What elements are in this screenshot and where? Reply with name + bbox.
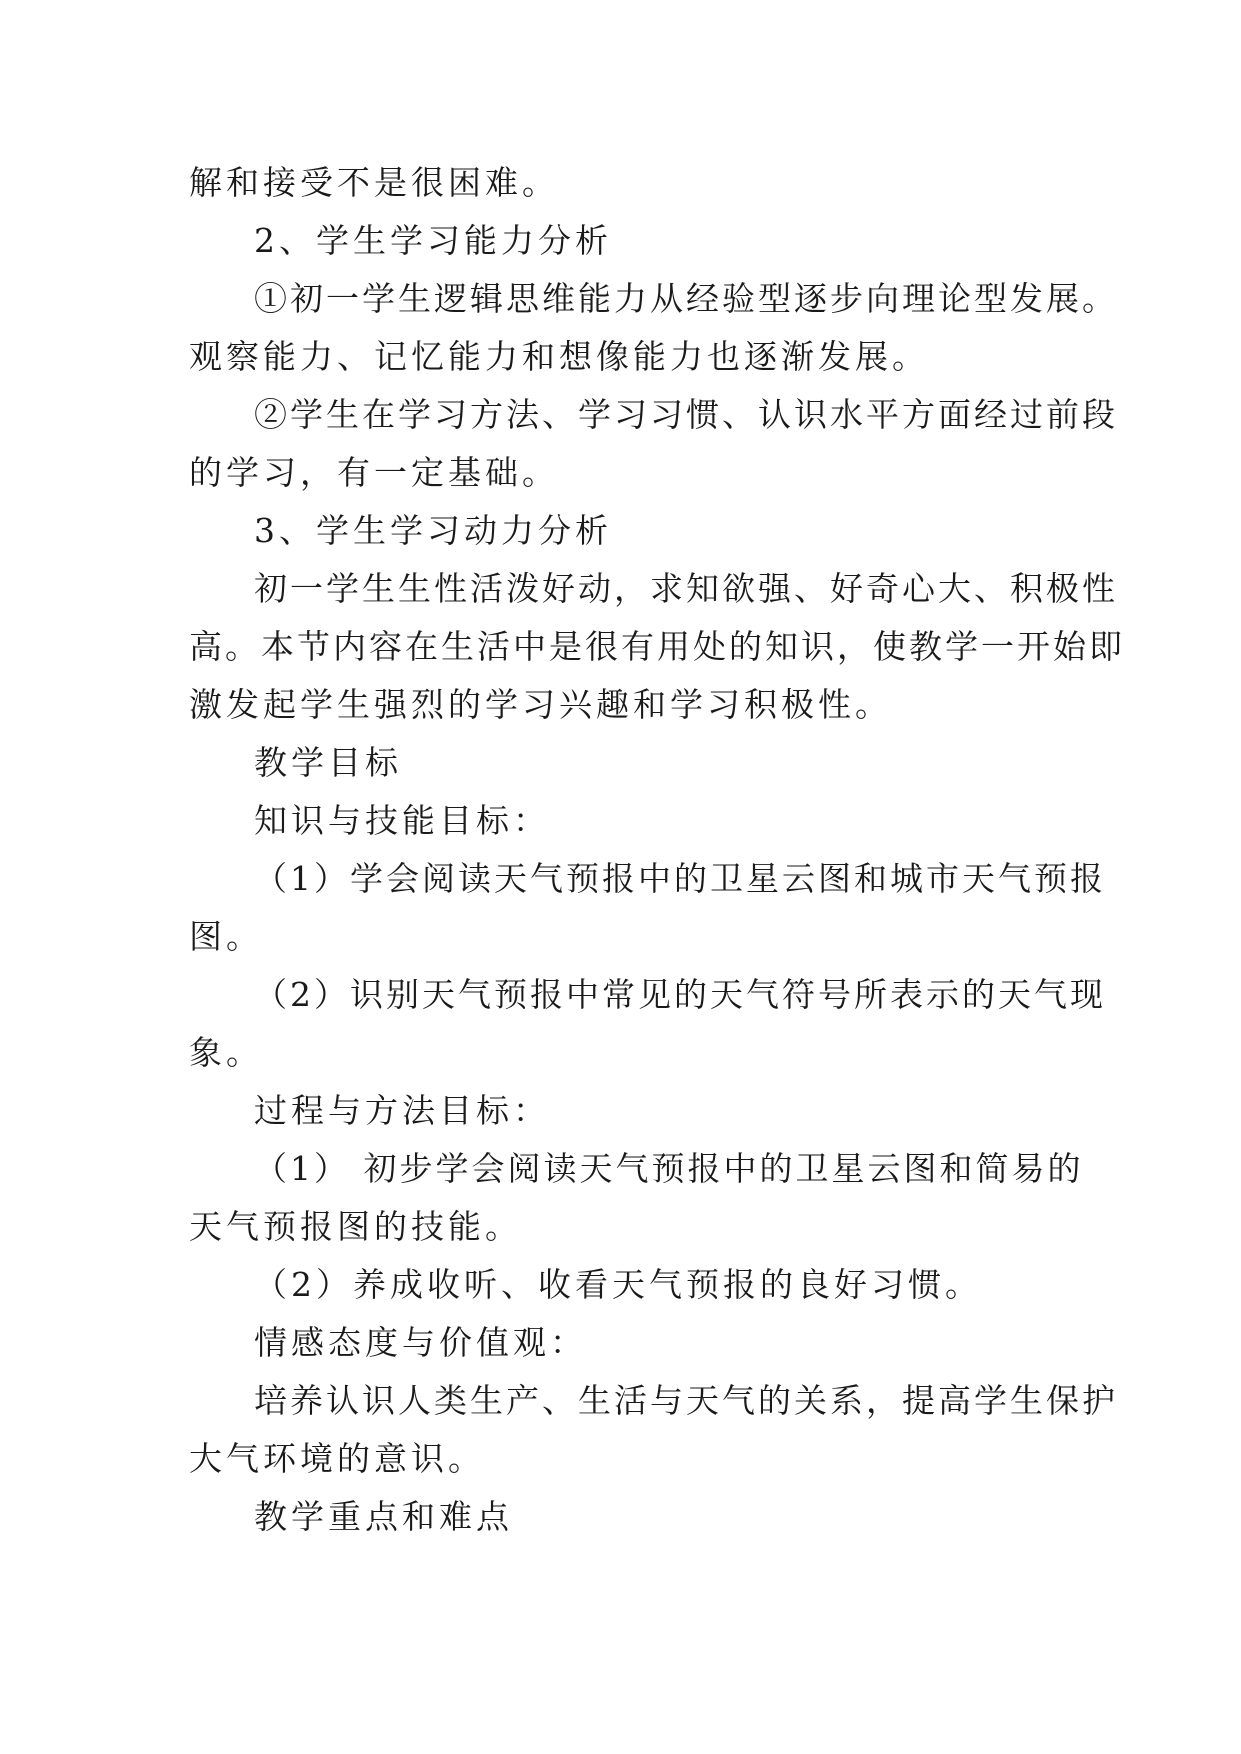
subsection-heading: 过程与方法目标： (254, 1091, 550, 1130)
section-heading: 3、学生学习动力分析 (254, 511, 612, 550)
text-line: ①初一学生逻辑思维能力从经验型逐步向理论型发展。 (254, 279, 1118, 318)
subsection-heading: 知识与技能目标： (254, 801, 550, 840)
text-line: 象。 (189, 1033, 263, 1072)
subsection-heading: 情感态度与价值观： (254, 1323, 587, 1362)
text-line: 图。 (189, 917, 263, 956)
text-line: 激发起学生强烈的学习兴趣和学习积极性。 (189, 685, 892, 724)
text-line: 培养认识人类生产、生活与天气的关系，提高学生保护 (254, 1381, 1118, 1420)
text-line: 解和接受不是很困难。 (189, 163, 559, 202)
text-line: 天气预报图的技能。 (189, 1207, 522, 1246)
text-line: （1）学会阅读天气预报中的卫星云图和城市天气预报 (254, 859, 1106, 898)
text-line: ②学生在学习方法、学习习惯、认识水平方面经过前段 (254, 395, 1118, 434)
section-heading: 2、学生学习能力分析 (254, 221, 612, 260)
text-line: （1） 初步学会阅读天气预报中的卫星云图和简易的 (254, 1149, 1084, 1188)
text-line: 的学习，有一定基础。 (189, 453, 559, 492)
text-line: 观察能力、记忆能力和想像能力也逐渐发展。 (189, 337, 929, 376)
text-line: （2）养成收听、收看天气预报的良好习惯。 (254, 1265, 982, 1304)
text-line: 初一学生生性活泼好动，求知欲强、好奇心大、积极性 (254, 569, 1118, 608)
text-line: 大气环境的意识。 (189, 1439, 485, 1478)
section-heading: 教学目标 (254, 743, 402, 782)
section-heading: 教学重点和难点 (254, 1497, 513, 1536)
text-line: （2）识别天气预报中常见的天气符号所表示的天气现 (254, 975, 1106, 1014)
text-line: 高。本节内容在生活中是很有用处的知识，使教学一开始即 (189, 627, 1125, 666)
